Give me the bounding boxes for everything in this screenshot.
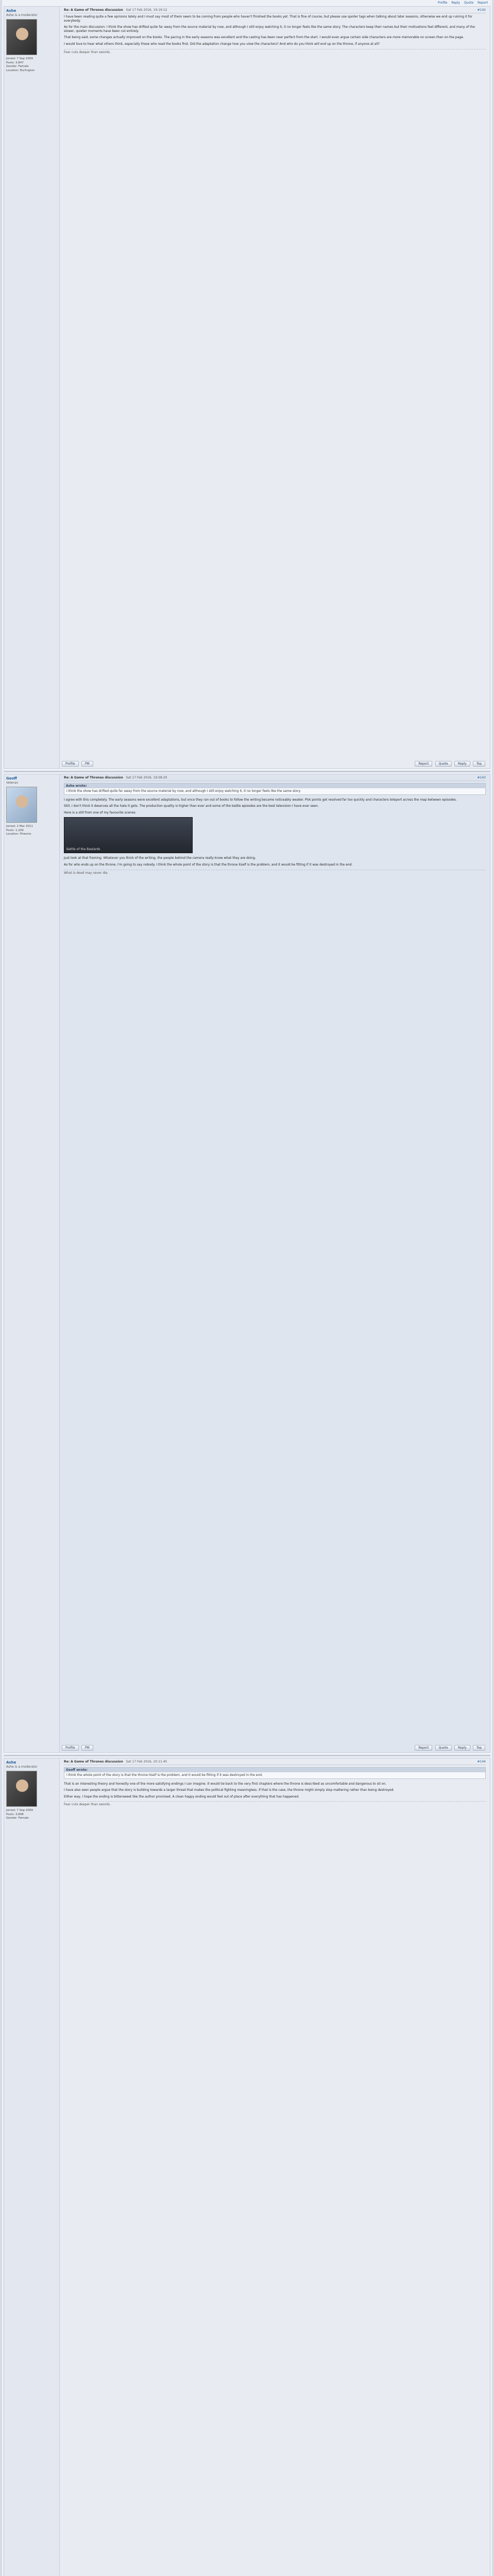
author-stats (6, 57, 57, 73)
quote-block (64, 783, 486, 795)
post-date: Sat 17 Feb 2016, 19:19:12 (126, 8, 167, 12)
stat-joined: Joined: 7 Sep 2009 (6, 57, 33, 60)
quote-button[interactable]: Quote (435, 761, 452, 767)
author-stats (6, 1809, 57, 1821)
post-number[interactable]: #144 (477, 1760, 486, 1764)
pm-button[interactable]: PM (81, 1745, 93, 1751)
quote-text: I think the show has drifted quite far away from the source material by now, and although I still enjoy watching it, it no longer feels like the same story. (66, 789, 301, 793)
avatar[interactable] (6, 19, 37, 55)
post-title: Re: A Game of Thrones discussion (64, 8, 123, 12)
post-signature: Fear cuts deeper than swords. (64, 1801, 486, 1806)
post-body-continued (64, 856, 486, 867)
stat-gender: Gender: Female (6, 1817, 29, 1820)
post-actions (62, 1745, 487, 1751)
post-date: Sat 17 Feb 2016, 19:58:20 (126, 776, 167, 779)
author-title: Ashe is a moderator (6, 13, 38, 17)
quote-text: I think the whole point of the story is that the throne itself is the problem, and it would be fitting if it was destroyed in the end. (66, 1773, 263, 1777)
top-link-report[interactable]: Report (478, 1, 488, 5)
post-actions (62, 761, 487, 767)
post-content (62, 7, 488, 56)
post-paragraph: That is an interesting theory and honestly one of the more satisfying endings I can imagine. It would tie back to the very first chapters where the throne is described as uncomfortable and dangerous to sit on. (64, 1782, 387, 1786)
author-title: Ashe is a moderator (6, 1765, 38, 1769)
post-signature: What is dead may never die. (64, 870, 486, 875)
author-username[interactable]: Ashe (6, 9, 16, 13)
top-link-quote[interactable]: Quote (464, 1, 474, 5)
post-content (62, 774, 488, 876)
post-paragraph: I agree with this completely. The early seasons were excellent adaptations, but once they ran out of books to follow the writing became noticeably weaker. Plot points get resolved far too quickly and characters teleport across the map between episodes. (64, 798, 457, 802)
post-title: Re: A Game of Thrones discussion (64, 1760, 123, 1764)
forum-post (4, 774, 490, 1753)
post-author-panel (4, 7, 60, 768)
post-date: Sat 17 Feb 2016, 20:11:45 (126, 1760, 167, 1764)
embedded-image[interactable] (64, 817, 193, 853)
post-paragraph: I have also seen people argue that the story is building towards a larger threat that makes the political fighting meaningless. If that is the case, the throne might simply stop mattering rather than being destroyed. (64, 1788, 395, 1792)
image-caption: Battle of the Bastards (66, 848, 100, 852)
avatar-face (16, 795, 28, 808)
avatar-face (16, 28, 28, 40)
post-header (64, 776, 486, 781)
author-stats (6, 825, 57, 837)
post-paragraph: That being said, some changes actually improved on the books. The pacing in the early seasons was excellent and the casting has been near perfect from the start. I would even argue certain side characters are more memorable on screen than on the page. (64, 36, 464, 40)
stat-posts: Posts: 3,847 (6, 61, 24, 64)
post-body (64, 798, 486, 815)
reply-button[interactable]: Reply (454, 761, 470, 767)
forum-post (4, 6, 490, 769)
avatar[interactable] (6, 1771, 37, 1807)
quote-button[interactable]: Quote (435, 1745, 452, 1751)
post-author-panel (4, 1758, 60, 2576)
post-paragraph: Either way, I hope the ending is bittersweet like the author promised. A clean happy ending would feel out of place after everything that has happened. (64, 1794, 299, 1799)
quote-block (64, 1767, 486, 1779)
stat-posts: Posts: 3,848 (6, 1812, 24, 1816)
forum-post (4, 1758, 490, 2576)
quote-author: Ashe wrote: (64, 784, 485, 788)
forum-page (2, 0, 492, 2576)
post-header (64, 1760, 486, 1765)
author-title: Veteran (6, 781, 19, 785)
post-title: Re: A Game of Thrones discussion (64, 776, 123, 779)
post-paragraph: I would love to hear what others think, especially those who read the books first. Did the adaptation change how you view the characters? And who do you think will end up on the throne, if anyone at all? (64, 42, 380, 46)
top-button[interactable]: Top (473, 1745, 485, 1751)
reply-button[interactable]: Reply (454, 1745, 470, 1751)
post-signature: Fear cuts deeper than swords. (64, 49, 486, 54)
post-content (62, 1758, 488, 1808)
post-paragraph: As for the main discussion: I think the show has drifted quite far away from the source material by now, and although I still enjoy watching it, it no longer feels like the same story. The characters keep their names but their motivations feel different, and many of the slower, quieter moments have been cut entirely. (64, 25, 475, 33)
top-link-profile[interactable]: Profile (437, 1, 448, 5)
post-author-panel (4, 774, 60, 1752)
top-button[interactable]: Top (473, 761, 485, 767)
avatar-face (16, 1780, 28, 1792)
stat-location: Location: Burlington (6, 69, 35, 72)
post-number[interactable]: #142 (477, 8, 486, 12)
post-divider (4, 771, 490, 772)
author-username[interactable]: Geoff (6, 776, 17, 781)
quote-author: Geoff wrote: (64, 1768, 485, 1772)
post-body (64, 15, 486, 46)
post-number[interactable]: #143 (477, 776, 486, 779)
profile-button[interactable]: Profile (62, 761, 79, 767)
post-paragraph: Just look at that framing. Whatever you think of the writing, the people behind the camera really know what they are doing. (64, 856, 256, 860)
post-divider (4, 1755, 490, 1756)
post-paragraph: Here is a still from one of my favourite scenes: (64, 810, 137, 815)
avatar[interactable] (6, 787, 37, 823)
profile-button[interactable]: Profile (62, 1745, 79, 1751)
post-paragraph: Still, I don't think it deserves all the hate it gets. The production quality is higher than ever and some of the battle episodes are the best television I have ever seen. (64, 804, 319, 808)
top-link-reply[interactable]: Reply (451, 1, 461, 5)
post-header (64, 8, 486, 13)
post-paragraph: I have been reading quite a few opinions lately and I must say most of them seem to be coming from people who haven't finished the books yet. That is fine of course, but please use spoiler tags when talking about later seasons, otherwise we end up ruining it for everybody. (64, 15, 472, 23)
stat-joined: Joined: 7 Sep 2009 (6, 1809, 33, 1812)
post-body (64, 1782, 486, 1799)
post-paragraph: As for who ends up on the throne, I'm going to say nobody. I think the whole point of the story is that the throne itself is the problem, and it would be fitting if it was destroyed in the end. (64, 862, 353, 867)
stat-gender: Gender: Female (6, 65, 29, 68)
stat-location: Location: Pheonix (6, 833, 31, 836)
stat-joined: Joined: 2 Mar 2011 (6, 825, 33, 828)
report-button[interactable]: Report (415, 1745, 432, 1751)
report-button[interactable]: Report (415, 761, 432, 767)
author-username[interactable]: Ashe (6, 1760, 16, 1765)
top-links (435, 1, 488, 5)
pm-button[interactable]: PM (81, 761, 93, 767)
stat-posts: Posts: 1,209 (6, 828, 24, 832)
